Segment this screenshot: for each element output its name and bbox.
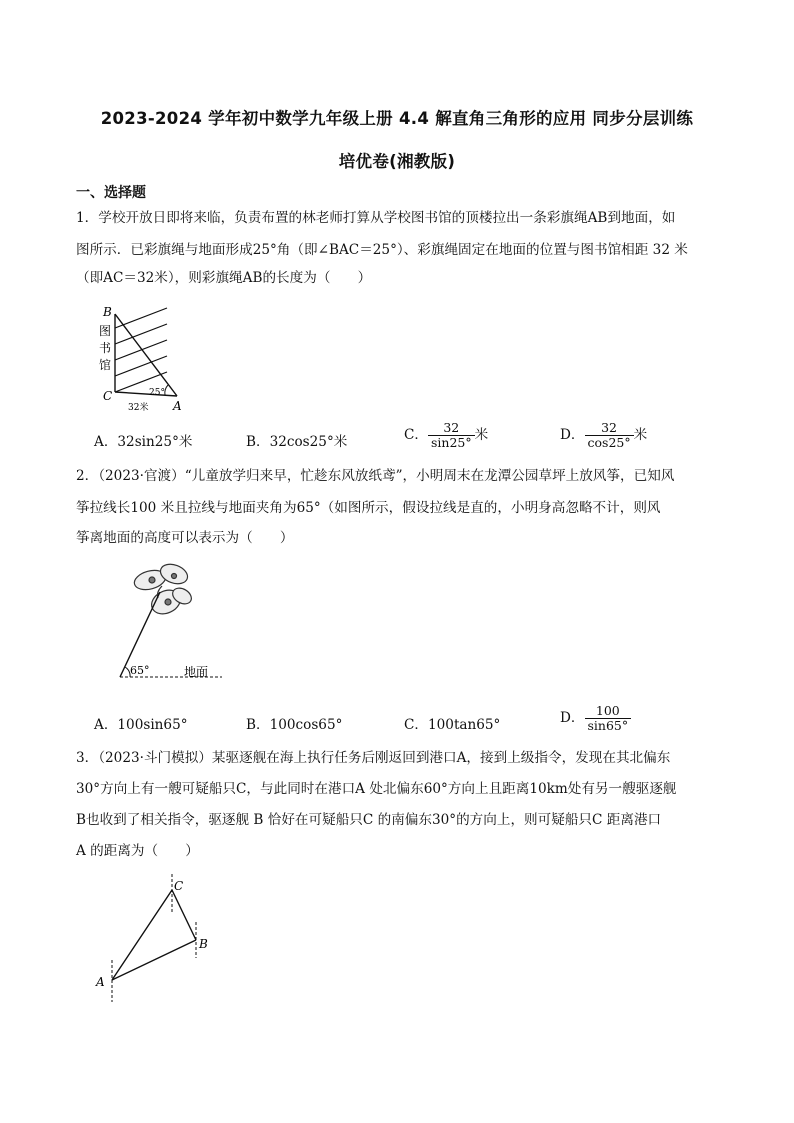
numerator: 100	[585, 704, 632, 719]
q1-text-line3: （即AC＝32米），则彩旗绳AB的长度为（ ）	[76, 270, 372, 286]
ground-line	[115, 392, 177, 396]
label-b: B	[199, 937, 208, 951]
rope-ab	[115, 314, 177, 396]
q1-text-line2: 图所示．已彩旗绳与地面形成25°角（即∠BAC＝25°）、彩旗绳固定在地面的位置与图书馆相距 32 米	[76, 242, 688, 258]
label-ground: 地面	[184, 665, 209, 679]
flag-line	[115, 324, 167, 344]
q1-option-d[interactable]	[560, 421, 647, 450]
label-c: C	[103, 389, 113, 403]
label-a: A	[96, 975, 105, 989]
q3-text-line2: 30°方向上有一艘可疑船只C，与此同时在港口A 处北偏东60°方向上且距离10km处有另一艘驱逐舰	[76, 781, 677, 797]
q2-option-b[interactable]: B．100cos65°	[246, 717, 343, 733]
q1-option-c[interactable]	[404, 421, 488, 450]
q3-figure	[90, 868, 220, 1008]
fraction	[428, 421, 475, 450]
fraction	[585, 421, 634, 450]
q1-option-b[interactable]: B．32cos25°米	[246, 434, 348, 450]
label-b: B	[103, 305, 112, 319]
numerator: 32	[585, 421, 634, 436]
q1-option-a[interactable]: A．32sin25°米	[94, 434, 193, 450]
q2-option-a[interactable]: A．100sin65°	[94, 717, 188, 733]
q3-text-line1: 3．（2023·斗门模拟）某驱逐舰在海上执行任务后刚返回到港口A，接到上级指令，发现在其北偏东	[76, 750, 671, 766]
segment-ac	[112, 890, 172, 980]
flag-line	[115, 308, 167, 328]
unit: 米	[474, 427, 489, 443]
unit: 米	[633, 427, 648, 443]
q3-text-line3: B也收到了相关指令，驱逐舰 B 恰好在可疑船只C 的南偏东30°的方向上，则可疑船只C 距离港口	[76, 812, 662, 828]
q2-text-line3: 筝离地面的高度可以表示为（ ）	[76, 530, 294, 546]
label-c: C	[174, 879, 184, 893]
denominator: sin25°	[431, 435, 472, 450]
q2-text-line1: 2．（2023·官渡）“儿童放学归来早，忙趁东风放纸鸢”，小明周末在龙潭公园草坪上放风筝，已知风	[76, 468, 675, 484]
label-lib1: 图	[99, 324, 112, 338]
kite-icon	[132, 561, 194, 619]
label-angle: 65°	[130, 664, 150, 677]
label-angle: 25°	[149, 388, 165, 398]
section-heading: 一、选择题	[76, 185, 146, 201]
label-lib3: 馆	[99, 358, 112, 372]
q2-text-line2: 筝拉线长100 米且拉线与地面夹角为65°（如图所示，假设拉线是直的，小明身高忽略不计，则风	[76, 500, 661, 516]
q2-option-c[interactable]: C．100tan65°	[404, 717, 501, 733]
segment-cb	[172, 890, 196, 940]
document-title-line2: 培优卷(湘教版)	[338, 152, 456, 171]
denominator: cos25°	[587, 435, 631, 450]
q3-text-line4: A 的距离为（ ）	[76, 843, 199, 859]
label-a: A	[173, 399, 182, 413]
option-label: C．	[404, 427, 428, 443]
flag-line	[115, 340, 167, 360]
label-lib2: 书	[99, 341, 112, 355]
label-dist: 32米	[128, 403, 149, 413]
option-label: D．	[560, 427, 585, 443]
numerator: 32	[428, 421, 475, 436]
q2-figure	[110, 560, 240, 685]
q1-text-line1: 1．学校开放日即将来临，负责布置的林老师打算从学校图书馆的顶楼拉出一条彩旗绳AB到地面，如	[76, 210, 676, 226]
option-label: D．	[560, 710, 585, 726]
fraction	[585, 704, 632, 733]
q1-figure	[95, 300, 205, 415]
q2-option-d[interactable]	[560, 704, 631, 733]
denominator: sin65°	[587, 718, 629, 733]
document-title-line1: 2023-2024 学年初中数学九年级上册 4.4 解直角三角形的应用 同步分层训练	[100, 109, 694, 128]
